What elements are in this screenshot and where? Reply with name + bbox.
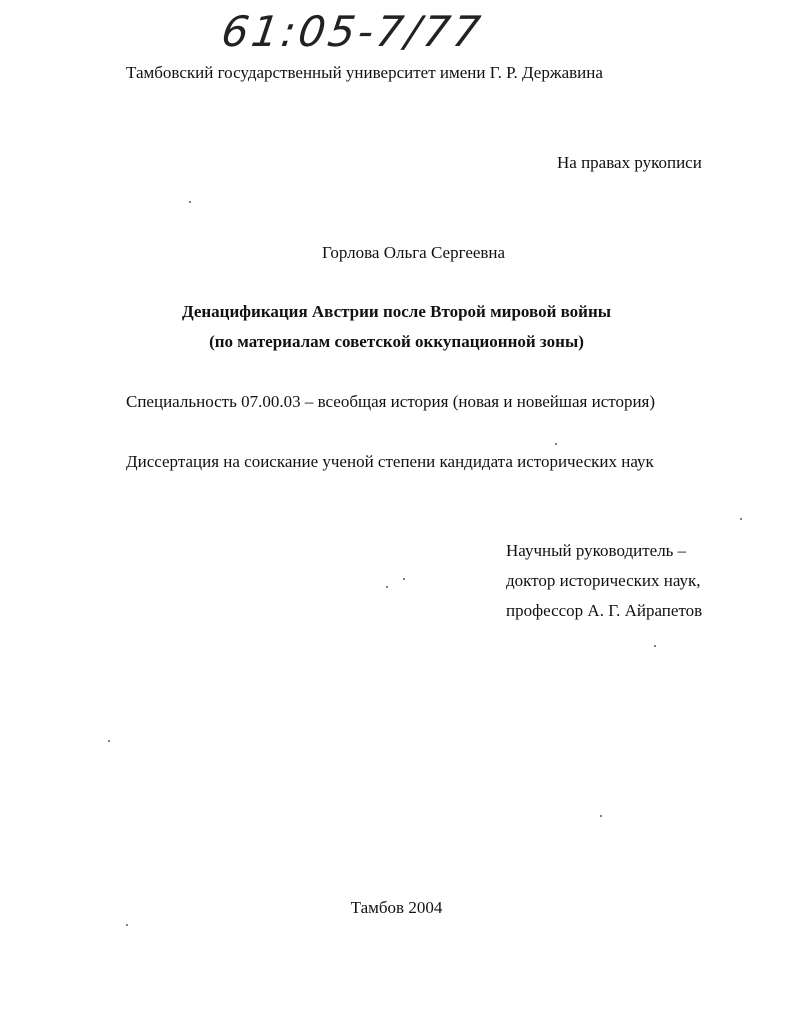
scan-speck xyxy=(126,924,128,926)
scan-speck xyxy=(403,578,405,580)
scan-speck xyxy=(108,740,110,742)
advisor-degree: доктор исторических наук, xyxy=(506,571,701,590)
university-name: Тамбовский государственный университет имени Г. Р. Державина xyxy=(126,63,603,82)
handwritten-archive-code: 61:05-7/77 xyxy=(218,7,487,56)
scan-speck xyxy=(600,815,602,817)
advisor-role: Научный руководитель – xyxy=(506,541,687,560)
scan-speck xyxy=(740,518,742,520)
scan-speck xyxy=(555,443,557,445)
specialty-line: Специальность 07.00.03 – всеобщая история (новая и новейшая история) xyxy=(126,392,656,411)
city-year: Тамбов 2004 xyxy=(350,898,443,917)
scan-speck xyxy=(189,201,191,203)
advisor-name: профессор А. Г. Айрапетов xyxy=(506,601,703,620)
dissertation-title-line2: (по материалам советской оккупационной зоны) xyxy=(209,332,584,351)
scan-speck xyxy=(654,645,656,647)
rights-note: На правах рукописи xyxy=(557,153,702,172)
degree-line: Диссертация на соискание ученой степени кандидата исторических наук xyxy=(126,452,654,471)
dissertation-title-line1: Денацификация Австрии после Второй мировой войны xyxy=(181,302,612,321)
scan-speck xyxy=(386,586,388,588)
author-name: Горлова Ольга Сергеевна xyxy=(322,243,506,262)
